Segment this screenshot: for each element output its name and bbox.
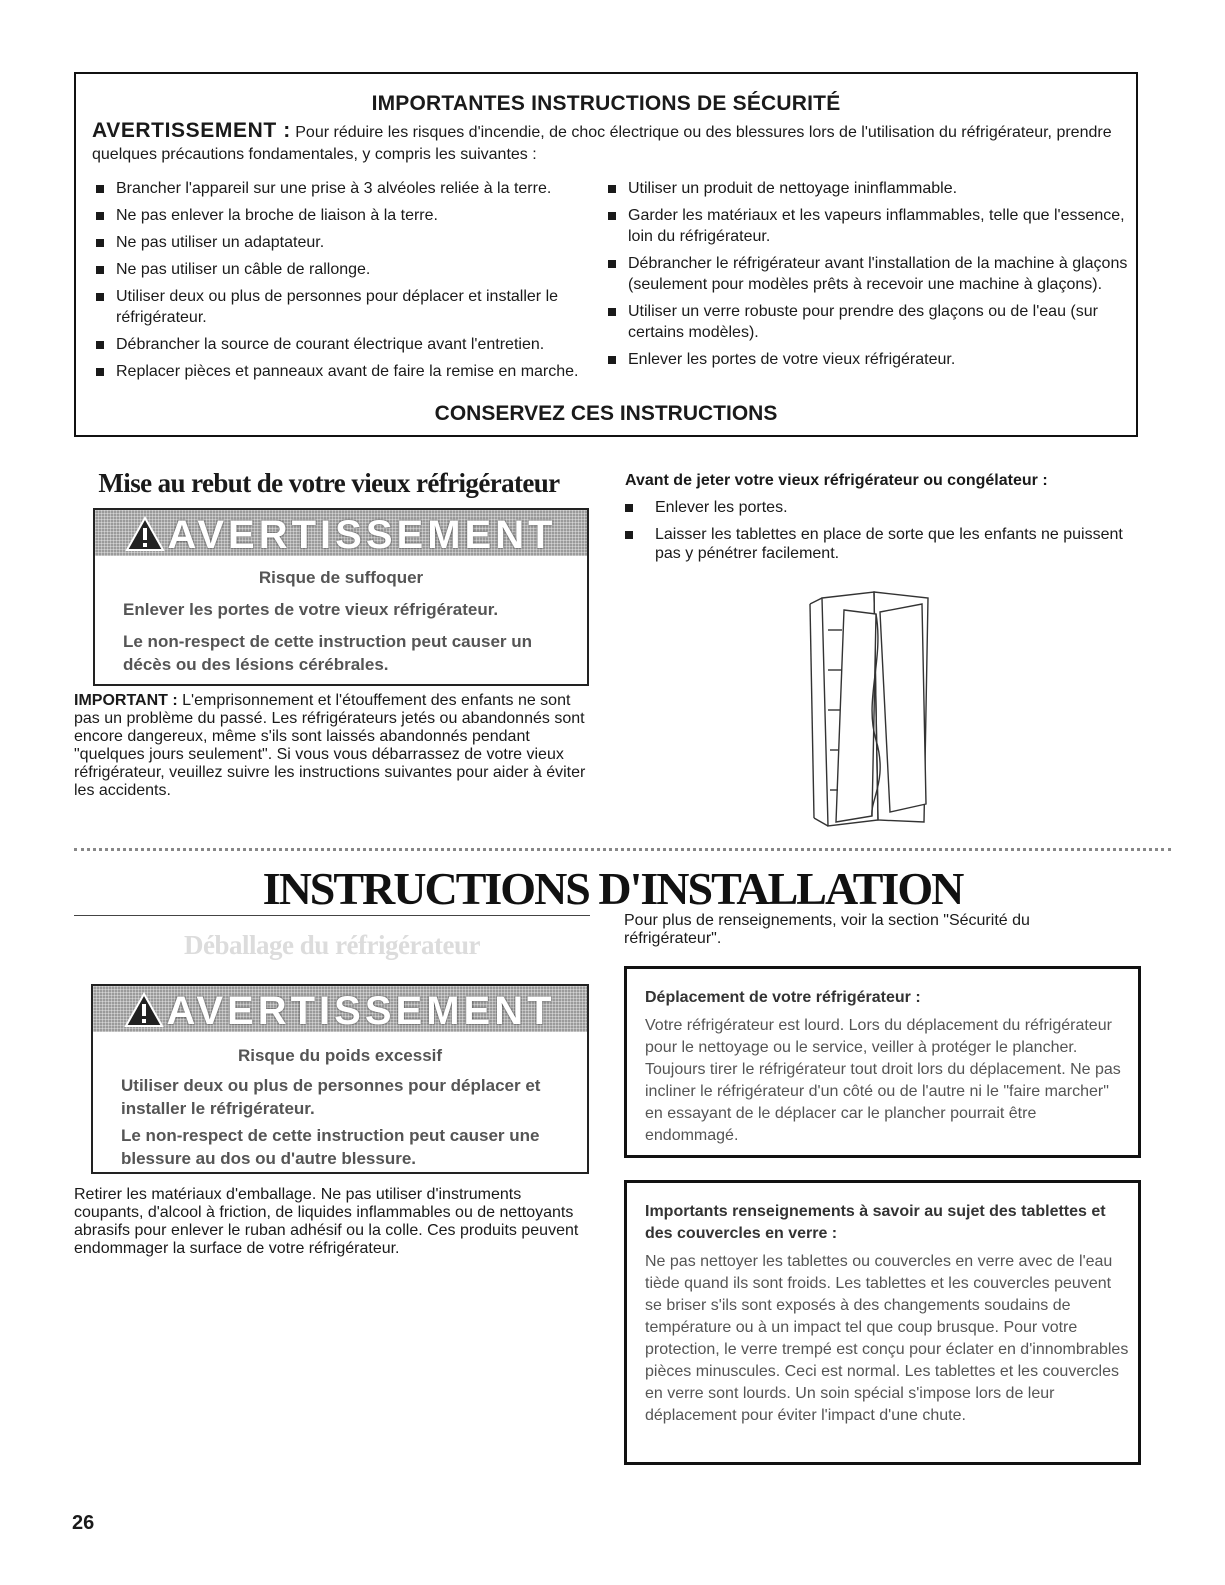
warning-banner: [93, 986, 587, 1032]
section-rule: [74, 915, 590, 916]
safety-item: Brancher l'appareil sur une prise à 3 alvéoles reliée à la terre.: [94, 178, 604, 199]
warning-triangle-icon: [125, 516, 165, 552]
warning-triangle-icon: [124, 992, 164, 1028]
glass-box-title: Importants renseignements à savoir au sujet des tablettes et des couvercles en verre :: [645, 1203, 1106, 1242]
safety-warning-label: AVERTISSEMENT :: [92, 119, 291, 142]
safety-item: Utiliser deux ou plus de personnes pour déplacer et installer le réfrigérateur.: [94, 286, 604, 328]
safety-item: Débrancher le réfrigérateur avant l'installation de la machine à glaçons (seulement pour modèles prêts à recevoir une machine à glaçons).: [606, 253, 1131, 295]
warning-label-text: AVERTISSEMENT: [167, 513, 557, 557]
installation-title: INSTRUCTIONS D'INSTALLATION: [262, 863, 963, 914]
safety-item: Enlever les portes de votre vieux réfrigérateur.: [606, 349, 1131, 370]
moving-box-title: Déplacement de votre réfrigérateur :: [645, 989, 921, 1006]
important-text: L'emprisonnement et l'étouffement des enfants ne sont pas un problème du passé. Les réfrigérateurs jetés ou abandonnés sont encore dangereux, même s'ils sont laissés abandonnés pendant "quelques jours seulement". Si vous vous débarrassez de votre vieux réfrigérateur, veuillez suivre les instructions suivantes pour aider à éviter les accidents.: [74, 692, 586, 799]
safety-list-left: [94, 178, 604, 388]
disposal-title: Mise au rebut de votre vieux réfrigérateur: [98, 468, 560, 498]
safety-item: Utiliser un produit de nettoyage ininflammable.: [606, 178, 1131, 199]
section-separator: [74, 848, 1171, 851]
before-disposal-list: [625, 498, 1135, 571]
more-info-text: Pour plus de renseignements, voir la section "Sécurité du réfrigérateur".: [624, 912, 1030, 947]
refrigerator-illustration: [804, 590, 954, 830]
remove-packaging-paragraph: Retirer les matériaux d'emballage. Ne pas utiliser d'instruments coupants, d'alcool à friction, de liquides inflammables ou de nettoyants abrasifs pour enlever le ruban adhésif ou la colle. Ces produits peuvent endommager la surface de votre réfrigérateur.: [74, 1186, 579, 1257]
hazard-instruction: Utiliser deux ou plus de personnes pour déplacer et installer le réfrigérateur.: [121, 1076, 541, 1118]
excessive-weight-warning-box: [91, 984, 589, 1174]
hazard-consequence: Le non-respect de cette instruction peut causer une blessure au dos ou d'autre blessure.: [121, 1126, 540, 1168]
safety-intro-text: Pour réduire les risques d'incendie, de choc électrique ou des blessures lors de l'utilisation du réfrigérateur, prendre quelques précautions fondamentales, y compris les suivantes :: [92, 124, 1112, 163]
warning-label: [95, 513, 587, 557]
unpacking-title: Déballage du réfrigérateur: [184, 930, 480, 960]
safety-item: Ne pas utiliser un adaptateur.: [94, 232, 604, 253]
safety-title: IMPORTANTES INSTRUCTIONS DE SÉCURITÉ: [371, 92, 841, 115]
hazard-instruction: Enlever les portes de votre vieux réfrigérateur.: [123, 600, 499, 619]
moving-box-text: Votre réfrigérateur est lourd. Lors du déplacement du réfrigérateur pour le nettoyage ou le service, veiller à protéger le plancher. Toujours tirer le réfrigérateur tout droit lors du déplacement. Ne pas incliner le réfrigérateur d'un côté ou de l'autre ni le "faire marcher" en essayant de le déplacer car le plancher pourrait être endommagé.: [645, 1017, 1121, 1144]
page-number: 26: [72, 1512, 95, 1534]
moving-refrigerator-box: [624, 966, 1141, 1158]
suffocation-warning-box: [93, 508, 589, 686]
safety-footer: CONSERVEZ CES INSTRUCTIONS: [434, 402, 778, 425]
hazard-consequence: Le non-respect de cette instruction peut causer un décès ou des lésions cérébrales.: [123, 632, 533, 674]
safety-item: Ne pas utiliser un câble de rallonge.: [94, 259, 604, 280]
important-paragraph: [74, 692, 594, 800]
safety-list-right: [606, 178, 1131, 376]
safety-item: Utiliser un verre robuste pour prendre des glaçons ou de l'eau (sur certains modèles).: [606, 301, 1131, 343]
glass-box-text: Ne pas nettoyer les tablettes ou couvercles en verre avec de l'eau tiède quand ils sont froids. Les tablettes et les couvercles peuvent se briser s'ils sont exposés à des changements soudains de température ou à un impact tel que coup brusque. Pour votre protection, le verre trempé est conçu pour éclater en d'innombrables pièces minuscules. Ceci est normal. Les tablettes et les couvercles en verre sont lourds. Un soin spécial s'impose lors de leur déplacement pour éviter l'impact d'une chute.: [645, 1253, 1129, 1424]
before-item: Enlever les portes.: [625, 498, 1135, 517]
safety-item: Garder les matériaux et les vapeurs inflammables, telle que l'essence, loin du réfrigérateur.: [606, 205, 1131, 247]
safety-item: Débrancher la source de courant électrique avant l'entretien.: [94, 334, 604, 355]
glass-shelves-box: [624, 1180, 1141, 1465]
safety-intro: [92, 120, 1122, 166]
warning-label-text: AVERTISSEMENT: [166, 989, 556, 1033]
warning-label: [93, 989, 587, 1033]
warning-banner: [95, 510, 587, 556]
important-label: IMPORTANT :: [74, 692, 178, 709]
safety-item: Replacer pièces et panneaux avant de faire la remise en marche.: [94, 361, 604, 382]
safety-instructions-box: [74, 72, 1138, 437]
before-item: Laisser les tablettes en place de sorte que les enfants ne puissent pas y pénétrer facilement.: [625, 525, 1135, 563]
hazard-title: Risque du poids excessif: [237, 1046, 443, 1065]
safety-item: Ne pas enlever la broche de liaison à la terre.: [94, 205, 604, 226]
before-disposal-title: Avant de jeter votre vieux réfrigérateur ou congélateur :: [625, 472, 1048, 489]
hazard-title: Risque de suffoquer: [258, 568, 424, 587]
